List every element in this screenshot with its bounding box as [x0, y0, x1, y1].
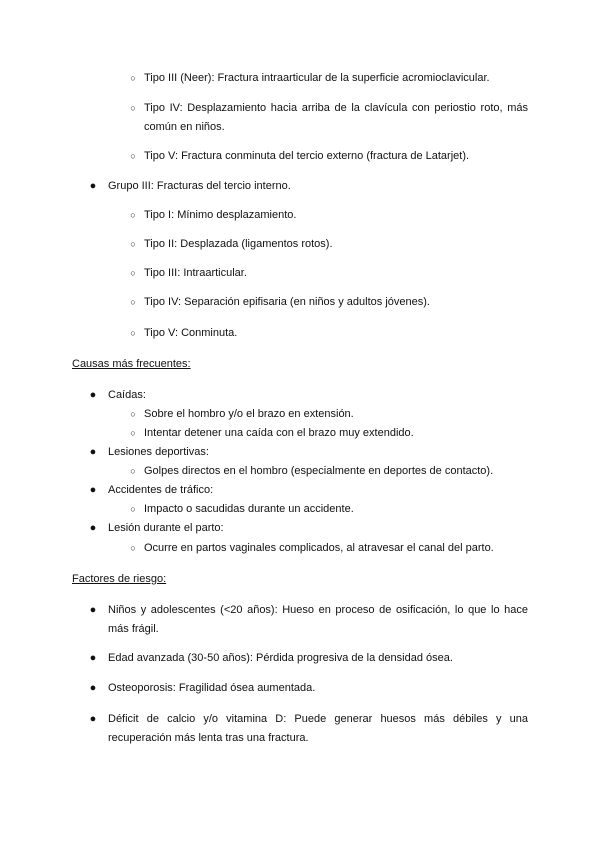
disc-bullet-icon: ●	[89, 652, 97, 664]
circle-bullet-icon: ○	[130, 210, 136, 220]
grupo3-tipo5: Tipo V: Conminuta.	[144, 327, 238, 339]
circle-bullet-icon: ○	[130, 543, 136, 553]
factor-edad: Edad avanzada (30-50 años): Pérdida progresiva de la densidad ósea.	[108, 652, 453, 664]
factor-osteoporosis: Osteoporosis: Fragilidad ósea aumentada.	[108, 682, 316, 694]
factores-heading: Factores de riesgo:	[72, 573, 167, 585]
factor-deficit-line1: Déficit de calcio y/o vitamina D: Puede generar huesos más débiles y una	[108, 713, 528, 725]
circle-bullet-icon: ○	[130, 239, 136, 249]
circle-bullet-icon: ○	[130, 466, 136, 476]
disc-bullet-icon: ●	[89, 682, 97, 694]
circle-bullet-icon: ○	[130, 297, 136, 307]
circle-bullet-icon: ○	[130, 328, 136, 338]
grupo3-tipo3: Tipo III: Intraarticular.	[144, 267, 247, 279]
circle-bullet-icon: ○	[130, 151, 136, 161]
disc-bullet-icon: ●	[89, 604, 97, 616]
grupo3-tipo1: Tipo I: Mínimo desplazamiento.	[144, 209, 297, 221]
grupo2-tipo5: Tipo V: Fractura conminuta del tercio externo (fractura de Latarjet).	[144, 150, 470, 162]
grupo2-tipo3: Tipo III (Neer): Fractura intraarticular de la superficie acromioclavicular.	[144, 72, 490, 84]
causa-caidas-sub1: Sobre el hombro y/o el brazo en extensión.	[144, 408, 354, 420]
causa-caidas: Caídas:	[108, 389, 146, 401]
grupo2-tipo4-line2: común en niños.	[144, 121, 225, 133]
factor-ninos-line1: Niños y adolescentes (<20 años): Hueso en proceso de osificación, lo que lo hace	[108, 604, 528, 616]
circle-bullet-icon: ○	[130, 73, 136, 83]
disc-bullet-icon: ●	[89, 522, 97, 534]
factor-ninos-line2: más frágil.	[108, 623, 159, 635]
causa-deportivas: Lesiones deportivas:	[108, 446, 209, 458]
causas-heading: Causas más frecuentes:	[72, 358, 191, 370]
circle-bullet-icon: ○	[130, 504, 136, 514]
causa-parto-sub: Ocurre en partos vaginales complicados, al atravesar el canal del parto.	[144, 542, 494, 554]
circle-bullet-icon: ○	[130, 409, 136, 419]
grupo2-tipo4-line1: Tipo IV: Desplazamiento hacia arriba de la clavícula con periostio roto, más	[144, 102, 528, 114]
factor-deficit-line2: recuperación más lenta tras una fractura.	[108, 732, 309, 744]
disc-bullet-icon: ●	[89, 180, 97, 192]
disc-bullet-icon: ●	[89, 446, 97, 458]
causa-caidas-sub2: Intentar detener una caída con el brazo muy extendido.	[144, 427, 414, 439]
circle-bullet-icon: ○	[130, 268, 136, 278]
circle-bullet-icon: ○	[130, 428, 136, 438]
grupo3-tipo4: Tipo IV: Separación epifisaria (en niños y adultos jóvenes).	[144, 296, 430, 308]
causa-parto: Lesión durante el parto:	[108, 522, 224, 534]
disc-bullet-icon: ●	[89, 713, 97, 725]
circle-bullet-icon: ○	[130, 103, 136, 113]
causa-trafico-sub: Impacto o sacudidas durante un accidente.	[144, 503, 354, 515]
causa-trafico: Accidentes de tráfico:	[108, 484, 214, 496]
grupo3-tipo2: Tipo II: Desplazada (ligamentos rotos).	[144, 238, 333, 250]
disc-bullet-icon: ●	[89, 389, 97, 401]
disc-bullet-icon: ●	[89, 484, 97, 496]
grupo3-label: Grupo III: Fracturas del tercio interno.	[108, 180, 291, 192]
causa-deportivas-sub: Golpes directos en el hombro (especialmente en deportes de contacto).	[144, 465, 494, 477]
